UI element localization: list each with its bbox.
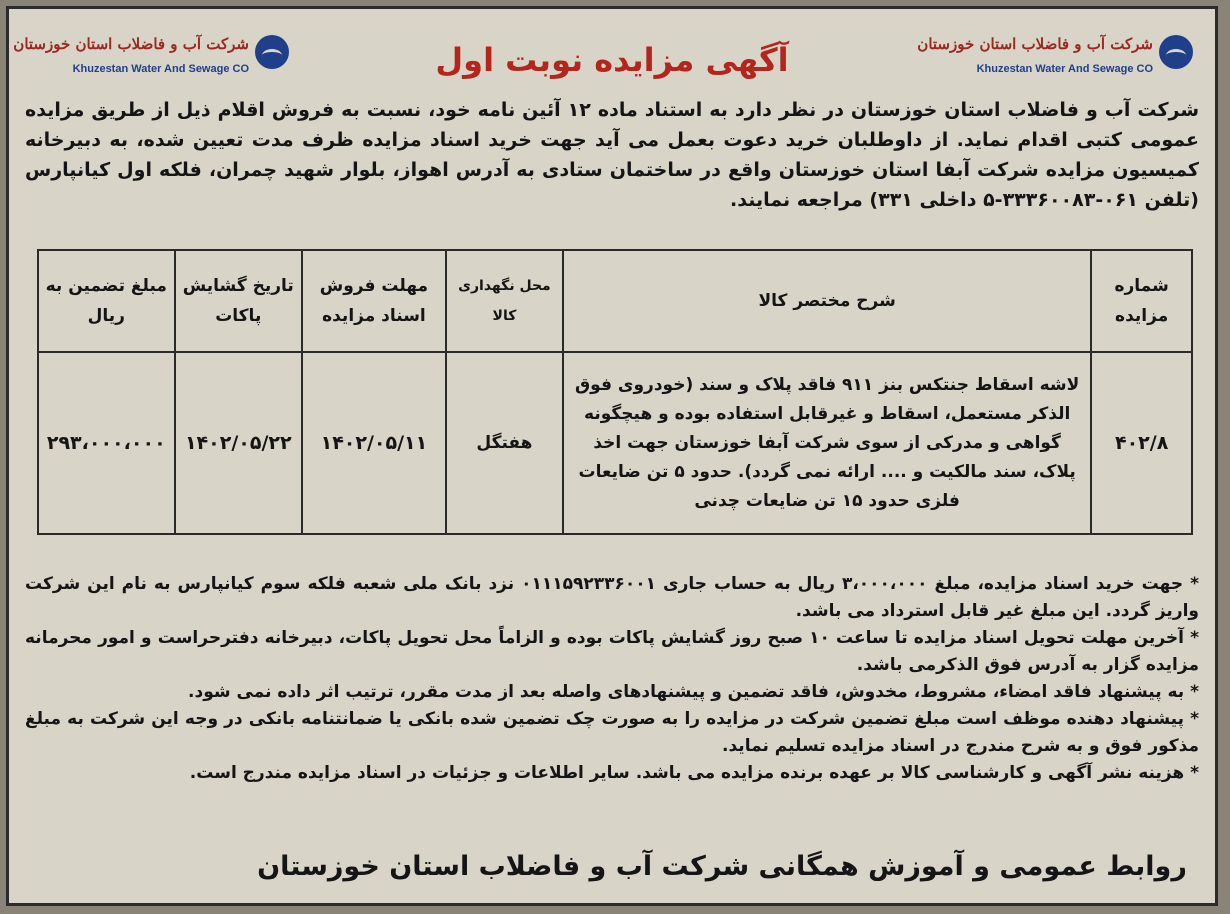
note-item: * پیشنهاد دهنده موظف است مبلغ تضمین شرکت در مزایده را به صورت چک تضمین شده بانکی یا ضمانتنامه بانکی در وجه این شرکت به مبلغ مذکور فوق و به شرح مندرج در اسناد مزایده تسلیم نماید.	[25, 709, 1199, 756]
note-item: * جهت خرید اسناد مزایده، مبلغ ۳،۰۰۰،۰۰۰ ریال به حساب جاری ۰۱۱۱۵۹۲۳۳۶۰۰۱ نزد بانک ملی شعبه فلکه سوم کیانپارس به نام این شرکت واریز گردد. این مبلغ غیر قابل استرداد می باشد.	[25, 574, 1200, 621]
footer-signature: روابط عمومی و آموزش همگانی شرکت آب و فاضلاب استان خوزستان	[257, 851, 1187, 882]
cell-description: لاشه اسقاط جنتکس بنز ۹۱۱ فاقد پلاک و سند (خودروی فوق الذکر مستعمل، اسقاط و غیرقابل استفاده بوده و هیچگونه گواهی و مدرکی از سوی شرکت آبفا خوزستان جهت اخذ پلاک، سند مالکیت و .... ارائه نمی گردد). حدود ۵ تن ضایعات فلزی حدود ۱۵ تن ضایعات چدنی	[563, 352, 1091, 534]
cell-deadline: ۱۴۰۲/۰۵/۱۱	[302, 352, 446, 534]
header-description: شرح مختصر کالا	[563, 250, 1091, 352]
note-item: * هزینه نشر آگهی و کارشناسی کالا بر عهده برنده مزایده می باشد. سایر اطلاعات و جزئیات در اسناد مزایده مندرج است.	[189, 763, 1199, 783]
header-deadline: مهلت فروش اسناد مزایده	[302, 250, 446, 352]
table-header-row	[38, 250, 1192, 352]
notice-header	[9, 9, 1215, 95]
auction-items-table	[37, 249, 1193, 535]
intro-paragraph: شرکت آب و فاضلاب استان خوزستان در نظر دارد به استناد ماده ۱۲ آئین نامه خود، نسبت به فروش اقلام ذیل از طریق مزایده عمومی کتبی اقدام نماید. از داوطلبان خرید دعوت بعمل می آید جهت خرید اسناد مزایده ظرف مدت تعیین شده، به دبیرخانه کمیسیون مزایده شرکت آبفا استان خوزستان واقع در ساختمان ستادی به آدرس اهواز، بلوار شهید چمران، فلکه اول کیانپارس (تلفن ۰۶۱-۳۳۳۶۰۰۸۳-۵ داخلی ۳۳۱) مراجعه نمایند.	[25, 99, 1199, 211]
notice-title: آگهی مزایده نوبت اول	[435, 41, 789, 79]
cell-number: ۴۰۲/۸	[1091, 352, 1192, 534]
logo-text-fa: شرکت آب و فاضلاب استان خوزستان	[13, 35, 249, 53]
cell-opening: ۱۴۰۲/۰۵/۲۲	[175, 352, 302, 534]
note-item: * آخرین مهلت تحویل اسناد مزایده تا ساعت ۱۰ صبح روز گشایش پاکات بوده و الزاماً محل تحویل پاکات، دبیرخانه دفترحراست و امور محرمانه مزایده گزار به آدرس فوق الذکرمی باشد.	[25, 628, 1199, 675]
header-number: شماره مزایده	[1091, 250, 1192, 352]
note-item: * به پیشنهاد فاقد امضاء، مشروط، مخدوش، فاقد تضمین و پیشنهادهای واصله بعد از مدت مقرر، ترتیب اثر داده نمی شود.	[188, 682, 1199, 702]
logo-text-fa: شرکت آب و فاضلاب استان خوزستان	[917, 35, 1153, 53]
table-row	[38, 352, 1192, 534]
logo-text-en: Khuzestan Water And Sewage CO	[72, 63, 249, 75]
water-drop-icon	[255, 35, 289, 69]
header-guarantee: مبلغ تضمین به ریال	[38, 250, 175, 352]
cell-location: هفتگل	[446, 352, 563, 534]
company-logo-left	[13, 33, 289, 89]
header-opening: تاریخ گشایش پاکات	[175, 250, 302, 352]
logo-text-en: Khuzestan Water And Sewage CO	[976, 63, 1153, 75]
auction-notice	[6, 6, 1218, 906]
cell-guarantee: ۲۹۳،۰۰۰،۰۰۰	[38, 352, 175, 534]
notes-list	[25, 571, 1199, 787]
header-location: محل نگهداری کالا	[446, 250, 563, 352]
